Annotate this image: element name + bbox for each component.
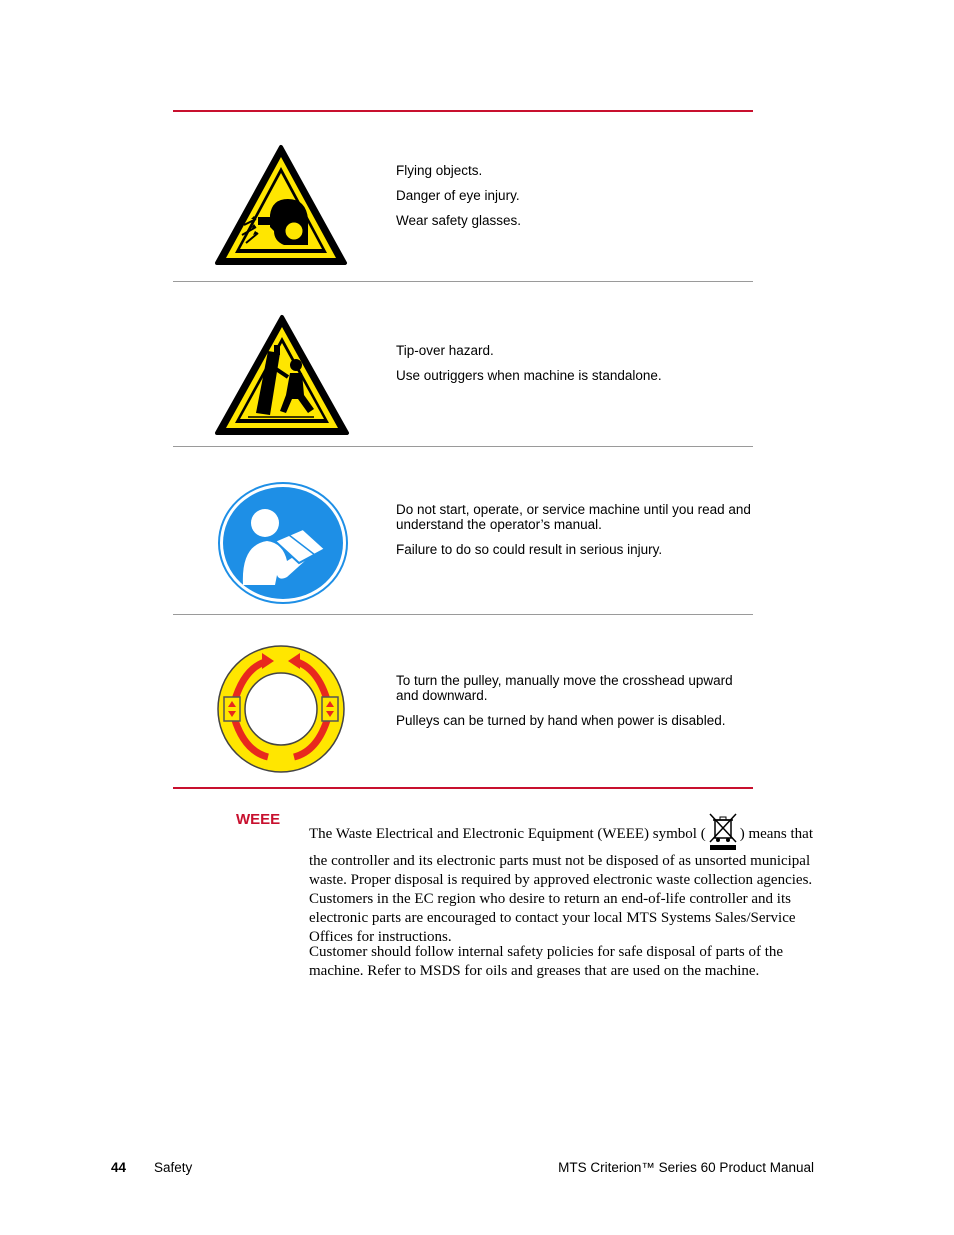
table-bottom-rule bbox=[173, 787, 753, 789]
disposal-paragraph bbox=[309, 943, 814, 981]
crossed-bin-icon bbox=[706, 812, 740, 852]
table-top-rule bbox=[173, 110, 753, 112]
flying-objects-warning-icon bbox=[214, 143, 348, 267]
hazard-line: Flying objects. bbox=[396, 163, 483, 178]
row-divider bbox=[173, 614, 753, 615]
hazard-line: Tip-over hazard. bbox=[396, 343, 494, 358]
hazard-line: Danger of eye injury. bbox=[396, 188, 520, 203]
weee-paragraph bbox=[309, 812, 814, 947]
hazard-line: Do not start, operate, or service machine until you read and understand the operator’s manual. bbox=[396, 502, 751, 532]
hazard-line: Use outriggers when machine is standalone. bbox=[396, 368, 662, 383]
hazard-line: Failure to do so could result in serious injury. bbox=[396, 542, 663, 557]
disposal-text: Customer should follow internal safety policies for safe disposal of parts of the machine. Refer to MSDS for oils and greases that are used on the machine. bbox=[309, 944, 784, 979]
tip-over-warning-icon bbox=[214, 313, 350, 437]
read-manual-icon bbox=[217, 481, 351, 605]
manual-title: MTS Criterion™ Series 60 Product Manual bbox=[558, 1160, 814, 1175]
hazard-line: To turn the pulley, manually move the crosshead upward and downward. bbox=[396, 673, 733, 703]
row-divider bbox=[173, 281, 753, 282]
hazard-description-pulley bbox=[396, 673, 756, 738]
page-number: 44 bbox=[111, 1160, 127, 1175]
section-name: Safety bbox=[154, 1160, 193, 1175]
hazard-description-tip-over bbox=[396, 343, 756, 393]
hazard-description-flying-objects bbox=[396, 163, 756, 238]
hazard-description-read-manual bbox=[396, 502, 756, 567]
weee-text-before: The Waste Electrical and Electronic Equipment (WEEE) symbol ( bbox=[309, 826, 706, 842]
weee-heading: WEEE bbox=[236, 811, 281, 828]
hazard-line: Wear safety glasses. bbox=[396, 213, 522, 228]
weee-text-after: ) means that the controller and its electronic parts must not be disposed of as unsorted municipal waste. Proper disposal is required by approved electronic waste collection agencies. Customers in the EC region who desire to return an end-of-life controller and its electronic parts are encouraged to contact your local MTS Systems Sales/Service Offices for instructions. bbox=[309, 826, 814, 945]
row-divider bbox=[173, 446, 753, 447]
pulley-rotation-icon bbox=[216, 645, 346, 773]
hazard-line: Pulleys can be turned by hand when power is disabled. bbox=[396, 713, 726, 728]
